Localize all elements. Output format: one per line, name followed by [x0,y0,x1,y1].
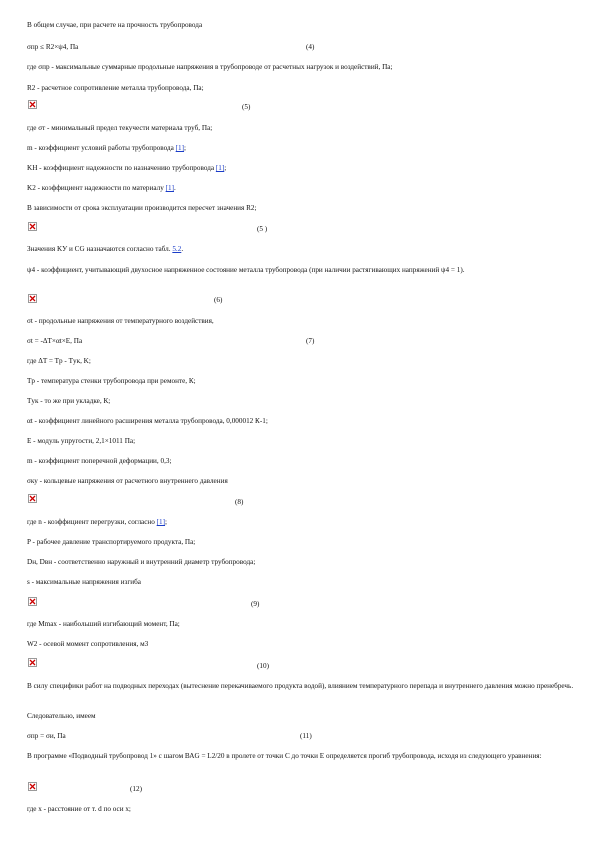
equation-number: (10) [257,662,269,670]
paragraph: E - модуль упругости, 2,1×1011 Па; [27,437,136,445]
equation-number: (11) [300,732,312,740]
paragraph: Tр - температура стенки трубопровода при ремонте, К; [27,377,196,385]
paragraph-text: . [181,245,184,253]
paragraph: где σпр - максимальные суммарные продольные напряжения в трубопроводе от расчетных нагрузок и воздействий, Па; [27,63,393,71]
paragraph-text: ; [224,164,227,172]
paragraph [27,144,575,153]
paragraph-text: Значения KУ и CG назначаются согласно табл. [27,245,173,253]
paragraph: m - коэффициент поперечной деформации, 0,3; [27,457,172,465]
equation-number: (9) [251,600,260,608]
paragraph: αt - коэффициент линейного расширения металла трубопровода, 0,000012 К-1; [27,417,268,425]
equation-number: (6) [214,296,223,304]
reference-link[interactable]: [1] [175,144,185,152]
broken-image-icon [28,222,37,231]
paragraph: где σт - минимальный предел текучести материала труб, Па; [27,124,213,132]
formula-line: σпр = σи, Па [27,732,66,740]
paragraph-text: K2 - коэффициент надежности по материалу [27,184,166,192]
reference-link[interactable]: [1] [165,184,174,192]
broken-image-icon [28,597,37,606]
paragraph: σt - продольные напряжения от температурного воздействия, [27,317,214,325]
paragraph [27,184,575,193]
paragraph [27,245,575,254]
paragraph: В программе «Подводный трубопровод 1» с шагом ВАG = L2/20 в пролете от точки C до точки E определяется прогиб трубопровода, исходя из следующего уравнения: [27,752,542,760]
paragraph: ψ4 - коэффициент, учитывающий двухосное напряженное состояние металла трубопровода (при наличии растягивающих напряжений ψ4 = 1). [27,266,465,274]
equation-number: (12) [130,785,142,793]
paragraph [27,164,575,173]
reference-link[interactable]: [1] [156,518,166,526]
broken-image-icon [28,782,37,791]
broken-image-icon [28,658,37,667]
paragraph-text: где n - коэффициент перегрузки, согласно [27,518,157,526]
paragraph: В зависимости от срока эксплуатации производится пересчет значения R2; [27,204,257,212]
broken-image-icon [28,294,37,303]
equation-number: (4) [306,43,315,51]
paragraph: Следовательно, имеем [27,712,96,720]
paragraph: В силу специфики работ на подводных переходах (вытеснение перекачиваемого продукта водой), влиянием температурного перепада и внутреннего давления можно пренебречь. [27,682,574,690]
paragraph: W2 - осевой момент сопротивления, м3 [27,640,149,648]
reference-link[interactable]: 5.2 [172,245,182,253]
paragraph: s - максимальные напряжения изгиба [27,578,141,586]
paragraph-text: ; [184,144,187,152]
reference-link[interactable]: [1] [215,164,225,172]
equation-number: (7) [306,337,315,345]
paragraph: Dн, Dвн - соответственно наружный и внутренний диаметр трубопровода; [27,558,256,566]
paragraph-text: . [174,184,176,192]
paragraph [27,518,575,527]
equation-number: (8) [235,498,244,506]
paragraph: где ΔT = Tр - Tук, K; [27,357,91,365]
paragraph-text: KH - коэффициент надежности по назначению трубопровода [27,164,216,172]
broken-image-icon [28,494,37,503]
paragraph: P - рабочее давление транспортируемого продукта, Па; [27,538,196,546]
paragraph: В общем случае, при расчете на прочность трубопровода [27,21,203,29]
paragraph-text: m - коэффициент условий работы трубопровода [27,144,176,152]
equation-number: (5 ) [257,225,268,233]
paragraph-text: ; [165,518,168,526]
paragraph: где x - расстояние от т. d по оси x; [27,805,131,813]
formula-line: σt = -ΔT×αt×E, Па [27,337,83,345]
paragraph: Tук - то же при укладке, К; [27,397,111,405]
paragraph: R2 - расчетное сопротивление металла трубопровода, Па; [27,84,204,92]
equation-number: (5) [242,103,251,111]
formula-line: σпр ≤ R2×ψ4, Па [27,43,79,51]
broken-image-icon [28,100,37,109]
paragraph: где Mmax - наибольший изгибающий момент, Па; [27,620,180,628]
paragraph: σку - кольцевые напряжения от расчетного внутреннего давления [27,477,228,485]
